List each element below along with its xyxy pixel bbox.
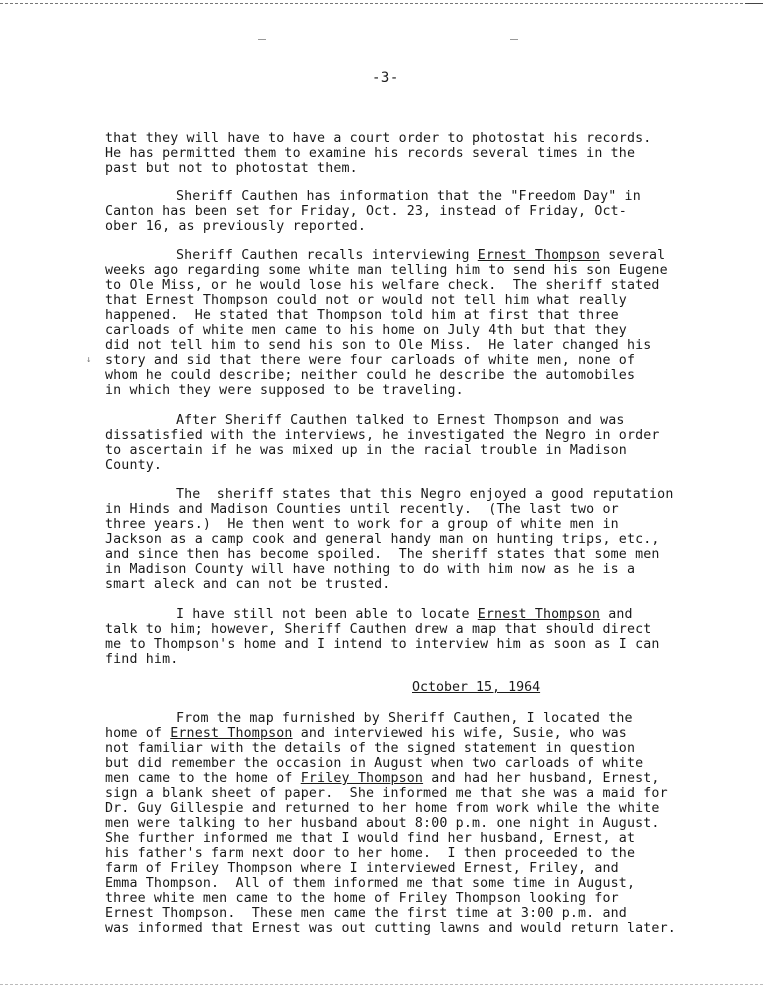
- text-span: home of: [105, 726, 171, 741]
- text-line: [176, 607, 633, 622]
- text-line: find him.: [105, 652, 179, 667]
- margin-mark: ↓: [86, 355, 92, 365]
- text-line: was informed that Ernest was out cutting lawns and would return later.: [105, 921, 676, 936]
- text-line: in which they were supposed to be traveling.: [105, 383, 464, 398]
- underlined-name: Friley Thompson: [300, 771, 424, 786]
- text-line: ober 16, as previously reported.: [105, 219, 366, 234]
- text-line: happened. He stated that Thompson told him at first that three: [105, 308, 619, 323]
- text-line: to Ole Miss, or he would lose his welfare check. The sheriff stated: [105, 278, 660, 293]
- page-number: -3-: [372, 70, 399, 86]
- text-line: He has permitted them to examine his records several times in the: [105, 146, 636, 161]
- text-line: dissatisfied with the interviews, he investigated the Negro in order: [105, 428, 660, 443]
- text-line: Jackson as a camp cook and general handy man on hunting trips, etc.,: [105, 532, 660, 547]
- text-line: After Sheriff Cauthen talked to Ernest Thompson and was: [176, 413, 625, 428]
- text-line: carloads of white men came to his home on July 4th but that they: [105, 323, 627, 338]
- text-line: not familiar with the details of the signed statement in question: [105, 741, 636, 756]
- text-line: but did remember the occasion in August when two carloads of white: [105, 756, 644, 771]
- text-line: weeks ago regarding some white man telling him to send his son Eugene: [105, 263, 668, 278]
- text-line: Canton has been set for Friday, Oct. 23, instead of Friday, Oct-: [105, 204, 627, 219]
- top-border-corner: [745, 3, 763, 4]
- text-line: sign a blank sheet of paper. She informed me that she was a maid for: [105, 786, 668, 801]
- text-line: Dr. Guy Gillespie and returned to her home from work while the white: [105, 801, 660, 816]
- text-line: and since then has become spoiled. The sheriff states that some men: [105, 547, 660, 562]
- date-heading: October 15, 1964: [412, 680, 541, 695]
- text-line: that they will have to have a court order to photostat his records.: [105, 131, 652, 146]
- text-line: Emma Thompson. All of them informed me that some time in August,: [105, 876, 636, 891]
- bottom-border-rule: [0, 984, 763, 985]
- text-line: County.: [105, 458, 163, 473]
- underlined-name: Ernest Thompson: [477, 248, 601, 263]
- text-line: From the map furnished by Sheriff Cauthen, I located the: [176, 711, 633, 726]
- text-line: to ascertain if he was mixed up in the racial trouble in Madison: [105, 443, 627, 458]
- text-span: several: [600, 248, 666, 263]
- scan-speck: [510, 39, 518, 40]
- text-line: men were talking to her husband about 8:00 p.m. one night in August.: [105, 816, 660, 831]
- text-span: and: [600, 607, 633, 622]
- text-span: and interviewed his wife, Susie, who was: [292, 726, 627, 741]
- text-line: in Hinds and Madison Counties until recently. (The last two or: [105, 502, 619, 517]
- underlined-name: Ernest Thompson: [170, 726, 293, 741]
- text-line: talk to him; however, Sheriff Cauthen drew a map that should direct: [105, 622, 652, 637]
- text-line: Sheriff Cauthen has information that the "Freedom Day" in: [176, 189, 641, 204]
- text-line: farm of Friley Thompson where I interviewed Ernest, Friley, and: [105, 861, 619, 876]
- scan-speck: [258, 39, 266, 40]
- text-span: men came to the home of: [105, 771, 301, 786]
- top-border-rule: [0, 3, 763, 4]
- text-line: whom he could describe; neither could he describe the automobiles: [105, 368, 636, 383]
- text-span: I have still not been able to locate: [176, 607, 478, 622]
- text-span: Sheriff Cauthen recalls interviewing: [176, 248, 478, 263]
- underlined-name: Ernest Thompson: [477, 607, 601, 622]
- text-line: in Madison County will have nothing to do with him now as he is a: [105, 562, 636, 577]
- text-line: [105, 771, 660, 786]
- text-line: his father's farm next door to her home. I then proceeded to the: [105, 846, 636, 861]
- text-line: [176, 248, 665, 263]
- text-line: three years.) He then went to work for a group of white men in: [105, 517, 619, 532]
- text-line: past but not to photostat them.: [105, 161, 358, 176]
- text-line: me to Thompson's home and I intend to interview him as soon as I can: [105, 637, 660, 652]
- text-line: The sheriff states that this Negro enjoyed a good reputation: [176, 487, 674, 502]
- text-line: did not tell him to send his son to Ole Miss. He later changed his: [105, 338, 652, 353]
- text-line: that Ernest Thompson could not or would not tell him what really: [105, 293, 627, 308]
- text-line: Ernest Thompson. These men came the first time at 3:00 p.m. and: [105, 906, 627, 921]
- text-line: three white men came to the home of Friley Thompson looking for: [105, 891, 619, 906]
- text-span: and had her husband, Ernest,: [423, 771, 660, 786]
- text-line: smart aleck and can not be trusted.: [105, 577, 391, 592]
- text-line: story and sid that there were four carloads of white men, none of: [105, 353, 636, 368]
- text-line: She further informed me that I would find her husband, Ernest, at: [105, 831, 636, 846]
- text-line: [105, 726, 627, 741]
